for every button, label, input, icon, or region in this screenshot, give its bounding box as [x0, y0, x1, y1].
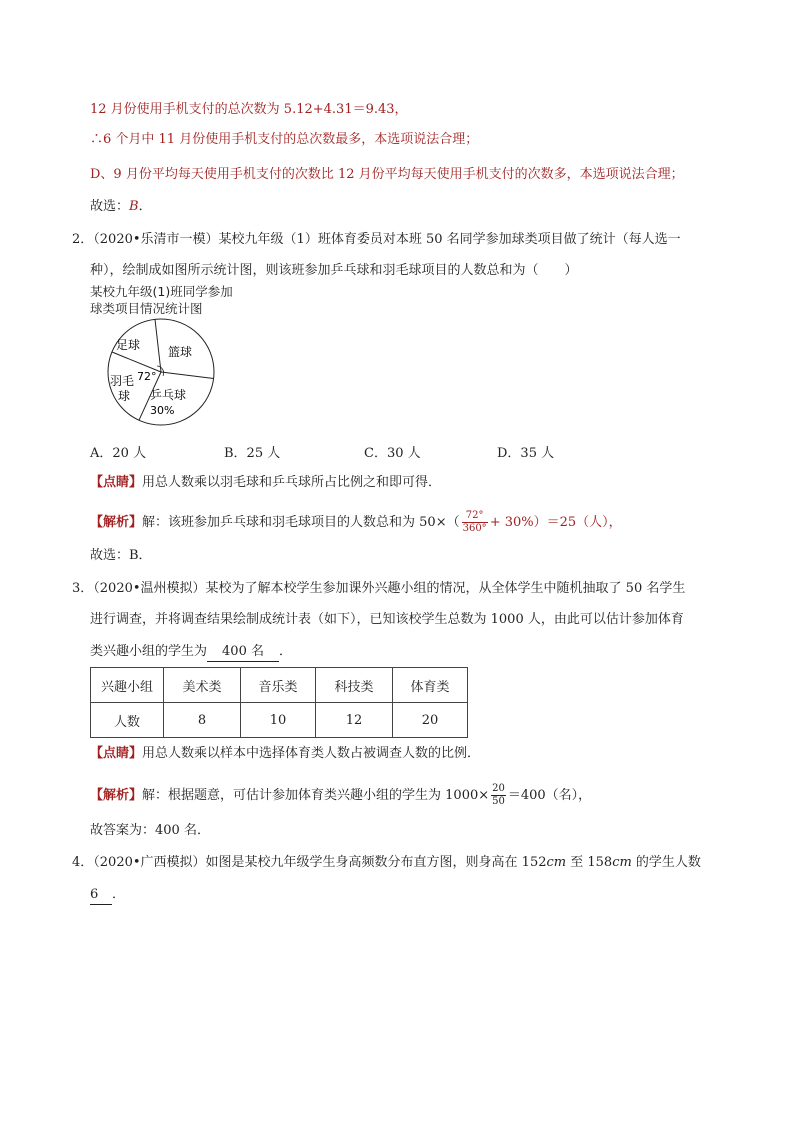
q3-answer-blank[interactable]: 400 名 — [207, 643, 279, 662]
q3-analysis-prefix: 解：根据题意，可估计参加体育类兴趣小组的学生为 1000× — [142, 788, 490, 803]
table-header-cell: 音乐类 — [241, 668, 316, 703]
pie-chart — [100, 318, 230, 428]
label-football: 足球 — [116, 338, 141, 352]
q4-number: 4． — [72, 855, 94, 870]
prev-answer-prefix: 故选： — [90, 199, 130, 214]
q2-point-tag: 【点睛】 — [90, 475, 143, 490]
table-row — [91, 703, 468, 738]
table-cell: 人数 — [91, 703, 164, 738]
q2-point — [90, 474, 441, 492]
slice-divider-top — [155, 319, 161, 372]
q2-text-1: 某校九年级（1）班体育委员对本班 50 名同学参加球类项目做了统计（每人选一 — [218, 232, 681, 247]
table-header-row — [91, 668, 468, 703]
q2-option-b[interactable]: B．25 人 — [224, 446, 281, 461]
label-badminton-1: 羽毛 — [110, 374, 135, 388]
q3-point-text: 用总人数乘以样本中选择体育类人数占被调查人数的比例． — [142, 746, 481, 761]
chart-title-line-2: 球类项目情况统计图 — [90, 301, 203, 316]
prev-answer-suffix: ． — [138, 199, 152, 214]
q3-analysis-tag: 【解析】 — [90, 788, 143, 803]
label-angle: 72° — [137, 370, 157, 383]
q2-option-c[interactable]: C．30 人 — [364, 446, 421, 461]
q2-frac-den: 360° — [462, 523, 487, 534]
q3-frac-den: 50 — [492, 796, 505, 807]
q2-analysis-suffix: + 30%）＝25（人）， — [489, 515, 622, 530]
q3-text-1: 某校为了解本校学生参加课外兴趣小组的情况，从全体学生中随机抽取了 50 名学生 — [205, 581, 686, 596]
q3-line-1 — [72, 580, 685, 598]
q2-analysis-prefix: 解：该班参加乒乓球和羽毛球项目的人数总和为 50×（ — [142, 515, 460, 530]
q3-number: 3． — [72, 581, 94, 596]
q4-line-1 — [72, 854, 701, 872]
prev-answer-letter: B — [129, 199, 139, 214]
q3-analysis-suffix: ＝400（名）， — [507, 788, 592, 803]
q3-point — [90, 745, 480, 763]
q4-line-2 — [90, 886, 125, 905]
q3-analysis — [90, 783, 591, 808]
q4-end: ． — [112, 887, 126, 902]
q2-line-1 — [72, 231, 681, 249]
q4-text-suffix: 的学生人数 — [631, 855, 701, 870]
q2-frac-num: 72° — [462, 510, 488, 523]
slice-divider-right — [161, 372, 214, 379]
q2-option-d[interactable]: D．35 人 — [497, 446, 555, 461]
q2-line-2: 种），绘制成如图所示统计图，则该班参加乒乓球和羽毛球项目的人数总和为（ ） — [90, 263, 578, 278]
label-pingpong-percent: 30% — [150, 404, 175, 417]
table-cell: 10 — [241, 703, 316, 738]
slice-divider-left — [112, 352, 161, 372]
q2-answer: 故选：B． — [90, 548, 152, 563]
q4-answer-blank[interactable]: 6 — [90, 886, 112, 905]
table-header-cell: 科技类 — [316, 668, 393, 703]
q3-fraction — [491, 783, 506, 808]
q2-number: 2． — [72, 232, 94, 247]
q3-line-3 — [90, 643, 292, 662]
interest-group-table — [90, 667, 468, 738]
q2-point-text: 用总人数乘以羽毛球和乒乓球所占比例之和即可得． — [142, 475, 442, 490]
table-cell: 8 — [164, 703, 241, 738]
q3-point-tag: 【点睛】 — [90, 746, 143, 761]
prev-answer — [90, 198, 152, 216]
prev-solution-line-1: 12 月份使用手机支付的总次数为 5.12+4.31＝9.43， — [90, 102, 408, 117]
chart-title-line-1: 某校九年级(1)班同学参加 — [90, 284, 233, 299]
q3-frac-num: 20 — [492, 783, 505, 794]
table-header-cell: 兴趣小组 — [91, 668, 164, 703]
q4-text-mid: 至 158 — [566, 855, 613, 870]
q2-source: （2020•乐清市一模） — [93, 232, 219, 247]
label-badminton-2: 球 — [118, 389, 131, 403]
table-cell: 20 — [393, 703, 468, 738]
q2-fraction — [462, 510, 488, 535]
q2-analysis — [90, 510, 622, 535]
q3-answer: 故答案为：400 名． — [90, 823, 210, 838]
table-header-cell: 体育类 — [393, 668, 468, 703]
q2-option-a[interactable]: A．20 人 — [90, 446, 147, 461]
q3-text-3: 类兴趣小组的学生为 — [90, 644, 208, 659]
q3-source: （2020•温州模拟） — [93, 581, 206, 596]
table-header-cell: 美术类 — [164, 668, 241, 703]
q4-unit-2: cm — [612, 855, 632, 870]
prev-solution-line-3: D、9 月份平均每天使用手机支付的次数比 12 月份平均每天使用手机支付的次数多，本选项说法合理； — [90, 167, 684, 182]
q4-unit-1: cm — [546, 855, 567, 870]
label-basketball: 篮球 — [168, 345, 193, 359]
q2-analysis-tag: 【解析】 — [90, 515, 143, 530]
q4-text-prefix: 如图是某校九年级学生身高频数分布直方图，则身高在 152 — [205, 855, 547, 870]
q3-line-2: 进行调查，并将调查结果绘制成统计表（如下），已知该校学生总数为 1000 人，由此可以估计参加体育 — [90, 612, 684, 627]
prev-solution-line-2: ∴6 个月中 11 月份使用手机支付的总次数最多，本选项说法合理； — [90, 132, 479, 147]
q3-text-3-end: ． — [279, 644, 293, 659]
label-pingpong: 乒乓球 — [150, 388, 187, 402]
q4-source: （2020•广西模拟） — [93, 855, 206, 870]
table-cell: 12 — [316, 703, 393, 738]
